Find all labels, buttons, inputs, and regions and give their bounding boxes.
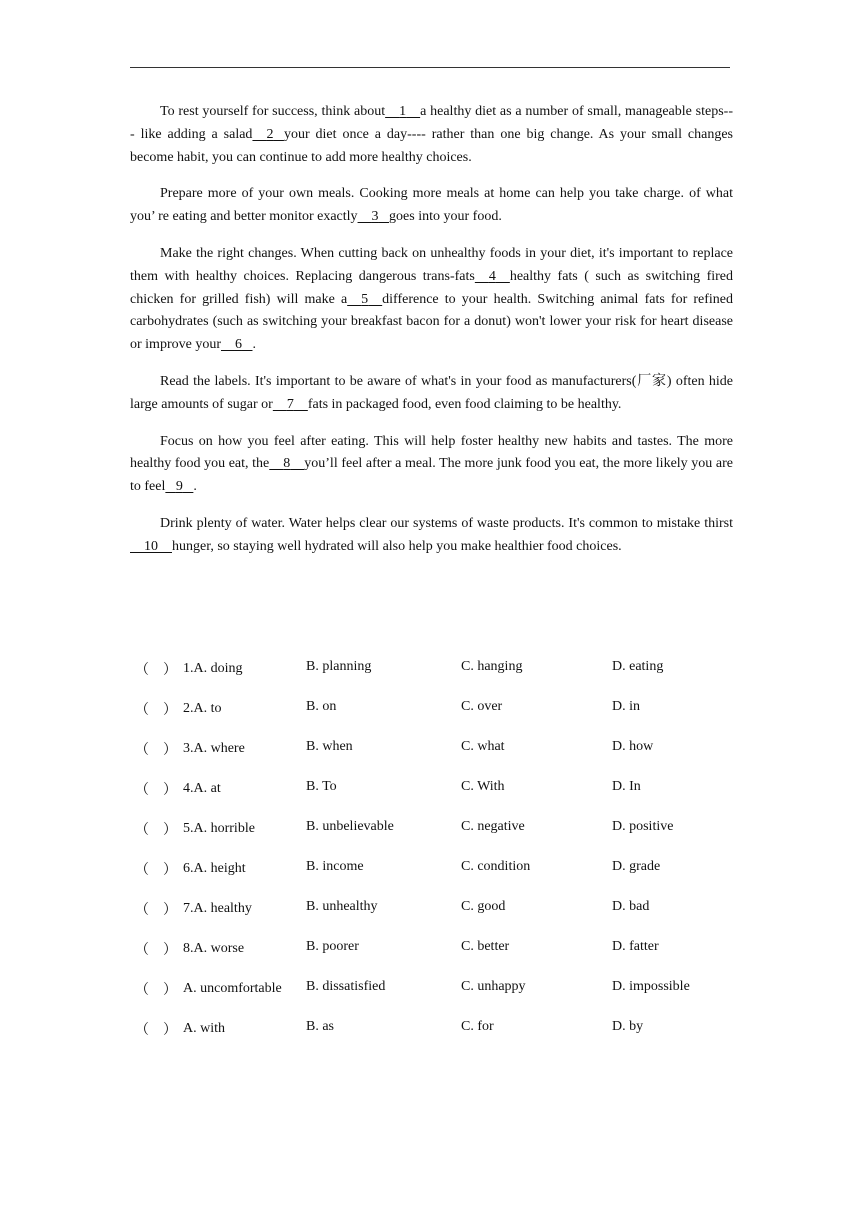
answer-paren: （ ） [135, 663, 177, 678]
passage-text: goes into your food. [389, 209, 502, 225]
option-b: B. To [306, 779, 337, 794]
answer-paren: （ ） [135, 983, 177, 998]
passage-text: your diet once a day---- rather than one big change. As your small changes become habit, you can continue to add more healthy choices. [130, 126, 733, 165]
option-d: D. grade [612, 859, 661, 874]
option-row-5 [130, 819, 750, 859]
option-c: C. With [461, 779, 505, 794]
option-row-2 [130, 699, 750, 739]
option-d: D. how [612, 739, 654, 754]
option-d: D. impossible [612, 979, 690, 994]
option-d: D. eating [612, 659, 664, 674]
option-d: D. positive [612, 819, 674, 834]
option-a: A. uncomfortable [183, 981, 282, 996]
answer-paren: （ ） [135, 823, 177, 838]
option-a: 5.A. horrible [183, 821, 255, 836]
passage-text: Make the right changes. When cutting back on unhealthy foods in your diet, it's important to replace them with healthy choices. Replacing dangerous trans-fats [130, 245, 733, 284]
option-b: B. unhealthy [306, 899, 378, 914]
blank-8: 8 [283, 456, 291, 472]
option-b: B. unbelievable [306, 819, 394, 834]
answer-paren: （ ） [135, 863, 177, 878]
option-c: C. hanging [461, 659, 523, 674]
blank-1: 1 [399, 104, 407, 119]
option-b: B. poorer [306, 939, 359, 954]
option-b: B. when [306, 739, 353, 754]
option-c: C. what [461, 739, 505, 754]
option-row-7 [130, 899, 750, 939]
option-d: D. in [612, 699, 640, 714]
option-d: D. In [612, 779, 641, 794]
blank-7: 7 [286, 396, 294, 412]
blank-3: 3 [371, 209, 379, 225]
option-b: B. dissatisfied [306, 979, 386, 994]
answer-paren: （ ） [135, 783, 177, 798]
blank-6: 6 [234, 337, 242, 353]
option-d: D. fatter [612, 939, 659, 954]
option-d: D. by [612, 1019, 644, 1034]
option-c: C. negative [461, 819, 525, 834]
option-b: B. on [306, 699, 337, 714]
blank-2: 2 [266, 126, 274, 142]
answer-paren: （ ） [135, 1023, 177, 1038]
header-rule [130, 67, 730, 68]
paragraph-5 [130, 431, 733, 499]
option-a: 7.A. healthy [183, 901, 252, 916]
blank-9: 9 [175, 479, 183, 495]
option-b: B. as [306, 1019, 334, 1034]
option-row-9 [130, 979, 750, 1019]
answer-paren: （ ） [135, 703, 177, 718]
paragraph-4 [130, 371, 733, 417]
paragraph-6 [130, 513, 733, 559]
passage-text: . [193, 479, 197, 495]
option-c: C. unhappy [461, 979, 526, 994]
option-a: 8.A. worse [183, 941, 245, 956]
option-c: C. condition [461, 859, 531, 874]
blank-4: 4 [488, 268, 496, 284]
passage-text: . [252, 337, 256, 353]
passage-text: fats in packaged food, even food claiming to be healthy. [307, 396, 622, 412]
paragraph-3 [130, 243, 733, 357]
option-a: 2.A. to [183, 701, 222, 716]
passage-text: Prepare more of your own meals. Cooking more meals at home can help you take charge. of what you’ re eating and better monitor exactly [130, 186, 733, 225]
option-c: C. good [461, 899, 506, 914]
option-row-3 [130, 739, 750, 779]
passage-text: hunger, so staying well hydrated will also help you make healthier food choices. [172, 538, 622, 554]
option-row-4 [130, 779, 750, 819]
option-c: C. over [461, 699, 503, 714]
option-row-10 [130, 1019, 750, 1059]
passage-text: difference to your health. Switching animal fats for refined carbohydrates (such as switching your breakfast bacon for a donut) won't lower your risk for heart disease or improve your [130, 291, 734, 353]
blank-10: 10 [144, 538, 158, 554]
passage-text: Focus on how you feel after eating. This will help foster healthy new habits and tastes. The more healthy food you eat, the [130, 433, 733, 472]
option-row-6 [130, 859, 750, 899]
answer-paren: （ ） [135, 943, 177, 958]
option-a: 1.A. doing [183, 661, 243, 676]
answer-paren: （ ） [135, 743, 177, 758]
option-d: D. bad [612, 899, 650, 914]
option-b: B. planning [306, 659, 372, 674]
blank-5: 5 [361, 291, 369, 307]
option-c: C. better [461, 939, 510, 954]
option-row-1 [130, 659, 750, 699]
option-b: B. income [306, 859, 364, 874]
passage-text: Drink plenty of water. Water helps clear our systems of waste products. It's common to mistake thirst [160, 515, 733, 531]
answer-options [130, 659, 750, 1059]
passage-text: healthy fats ( such as switching fired chicken for grilled fish) will make a [130, 268, 733, 307]
answer-paren: （ ） [135, 903, 177, 918]
paragraph-2 [130, 183, 733, 229]
passage-text: Read the labels. It's important to be aware of what's in your food as manufacturers(厂家) often hide large amounts of sugar or [130, 373, 733, 412]
option-row-8 [130, 939, 750, 979]
passage-text: To rest yourself for success, think about [160, 104, 386, 119]
passage-text: a healthy diet as a number of small, manageable steps--- like adding a salad [130, 104, 733, 142]
option-a: 4.A. at [183, 781, 221, 796]
option-a: A. with [183, 1021, 225, 1036]
passage-text: you’ll feel after a meal. The more junk food you eat, the more likely you are to feel [130, 456, 733, 495]
cloze-passage [130, 101, 733, 573]
paragraph-1 [130, 101, 733, 169]
option-a: 3.A. where [183, 741, 245, 756]
option-c: C. for [461, 1019, 494, 1034]
option-a: 6.A. height [183, 861, 246, 876]
